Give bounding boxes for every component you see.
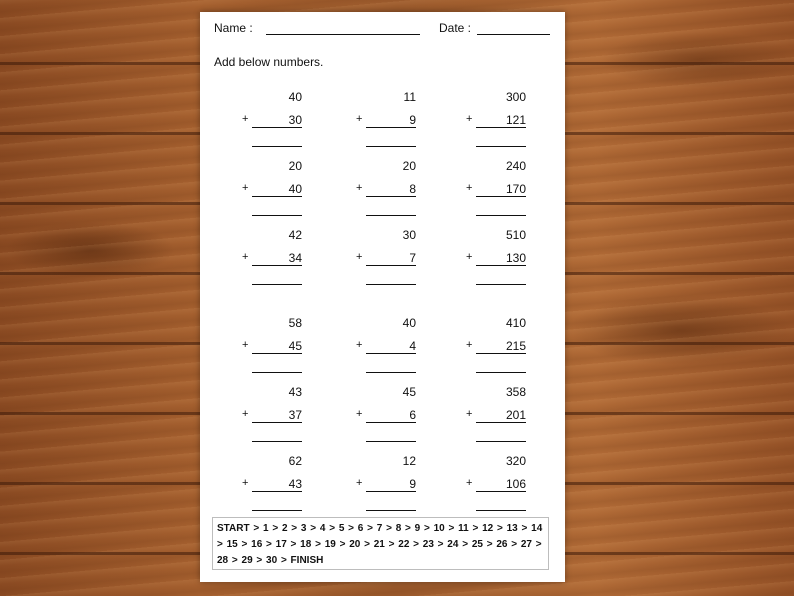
addend-bottom: 4	[409, 339, 416, 353]
addition-problem	[466, 228, 526, 288]
answer-line[interactable]	[476, 215, 526, 216]
operand-underline	[252, 491, 302, 492]
plus-sign: +	[356, 339, 363, 351]
addend-bottom: 170	[505, 182, 526, 196]
operand-underline	[366, 353, 416, 354]
plus-sign: +	[242, 339, 249, 351]
plus-sign: +	[356, 251, 363, 263]
operand-underline	[252, 196, 302, 197]
addend-bottom: 130	[505, 251, 526, 265]
date-field-line[interactable]	[477, 34, 550, 35]
addend-bottom: 6	[409, 408, 416, 422]
addend-top: 12	[402, 454, 416, 468]
operand-underline	[476, 196, 526, 197]
answer-line[interactable]	[476, 510, 526, 511]
addend-bottom: 40	[288, 182, 302, 196]
answer-line[interactable]	[476, 441, 526, 442]
instruction-text: Add below numbers.	[214, 55, 324, 69]
addend-top: 43	[288, 385, 302, 399]
operand-underline	[476, 353, 526, 354]
addend-bottom: 34	[288, 251, 302, 265]
plus-sign: +	[356, 477, 363, 489]
addend-top: 45	[402, 385, 416, 399]
addition-problem	[242, 316, 302, 376]
addition-problem	[242, 90, 302, 150]
addend-top: 58	[288, 316, 302, 330]
addend-bottom: 106	[505, 477, 526, 491]
addition-problem	[356, 454, 416, 514]
addend-top: 20	[402, 159, 416, 173]
name-label: Name :	[214, 21, 253, 35]
answer-line[interactable]	[366, 146, 416, 147]
addend-top: 358	[505, 385, 526, 399]
addend-bottom: 121	[505, 113, 526, 127]
plus-sign: +	[242, 477, 249, 489]
plus-sign: +	[356, 408, 363, 420]
plus-sign: +	[466, 113, 473, 125]
plus-sign: +	[242, 251, 249, 263]
addend-top: 40	[402, 316, 416, 330]
addend-top: 42	[288, 228, 302, 242]
worksheet-page	[200, 12, 565, 582]
operand-underline	[476, 422, 526, 423]
answer-line[interactable]	[252, 372, 302, 373]
date-label: Date :	[439, 21, 472, 35]
addend-top: 20	[288, 159, 302, 173]
operand-underline	[366, 196, 416, 197]
path-line: 28 > 29 > 30 > FINISH	[217, 555, 324, 566]
addition-problem	[242, 385, 302, 445]
operand-underline	[252, 422, 302, 423]
addend-bottom: 7	[409, 251, 416, 265]
answer-line[interactable]	[252, 510, 302, 511]
operand-underline	[476, 265, 526, 266]
addition-problem	[242, 454, 302, 514]
addend-top: 510	[505, 228, 526, 242]
addition-problem	[356, 228, 416, 288]
addition-problem	[356, 90, 416, 150]
addend-bottom: 215	[505, 339, 526, 353]
path-box	[212, 517, 549, 570]
operand-underline	[252, 265, 302, 266]
operand-underline	[366, 422, 416, 423]
answer-line[interactable]	[366, 441, 416, 442]
addition-problem	[356, 159, 416, 219]
addend-bottom: 201	[505, 408, 526, 422]
operand-underline	[252, 127, 302, 128]
plus-sign: +	[466, 251, 473, 263]
answer-line[interactable]	[476, 146, 526, 147]
operand-underline	[366, 491, 416, 492]
answer-line[interactable]	[252, 284, 302, 285]
plus-sign: +	[356, 182, 363, 194]
addend-bottom: 9	[409, 113, 416, 127]
addend-top: 300	[505, 90, 526, 104]
answer-line[interactable]	[366, 510, 416, 511]
answer-line[interactable]	[252, 146, 302, 147]
addition-problem	[356, 385, 416, 445]
answer-line[interactable]	[366, 215, 416, 216]
addend-top: 320	[505, 454, 526, 468]
addition-problem	[242, 159, 302, 219]
addend-bottom: 37	[288, 408, 302, 422]
plus-sign: +	[242, 182, 249, 194]
plus-sign: +	[242, 408, 249, 420]
operand-underline	[366, 265, 416, 266]
addition-problem	[466, 316, 526, 376]
answer-line[interactable]	[476, 372, 526, 373]
addend-top: 410	[505, 316, 526, 330]
plus-sign: +	[466, 408, 473, 420]
addition-problem	[356, 316, 416, 376]
addition-problem	[242, 228, 302, 288]
addend-bottom: 45	[288, 339, 302, 353]
addition-problem	[466, 454, 526, 514]
plus-sign: +	[466, 477, 473, 489]
addend-top: 40	[288, 90, 302, 104]
addition-problem	[466, 90, 526, 150]
name-field-line[interactable]	[266, 34, 420, 35]
plus-sign: +	[466, 182, 473, 194]
answer-line[interactable]	[252, 441, 302, 442]
operand-underline	[366, 127, 416, 128]
path-line: START > 1 > 2 > 3 > 4 > 5 > 6 > 7 > 8 > 9 > 10 > 11 > 12 > 13 > 14	[217, 523, 543, 534]
operand-underline	[252, 353, 302, 354]
addend-top: 11	[403, 90, 416, 104]
plus-sign: +	[466, 339, 473, 351]
answer-line[interactable]	[366, 284, 416, 285]
answer-line[interactable]	[476, 284, 526, 285]
addend-top: 30	[402, 228, 416, 242]
plus-sign: +	[242, 113, 249, 125]
addend-bottom: 9	[409, 477, 416, 491]
plus-sign: +	[356, 113, 363, 125]
addend-bottom: 30	[288, 113, 302, 127]
addition-problem	[466, 159, 526, 219]
addend-top: 62	[288, 454, 302, 468]
addend-bottom: 8	[409, 182, 416, 196]
answer-line[interactable]	[252, 215, 302, 216]
answer-line[interactable]	[366, 372, 416, 373]
addend-bottom: 43	[288, 477, 302, 491]
path-line: > 15 > 16 > 17 > 18 > 19 > 20 > 21 > 22 > 23 > 24 > 25 > 26 > 27 >	[217, 539, 542, 550]
addition-problem	[466, 385, 526, 445]
operand-underline	[476, 127, 526, 128]
operand-underline	[476, 491, 526, 492]
addend-top: 240	[505, 159, 526, 173]
